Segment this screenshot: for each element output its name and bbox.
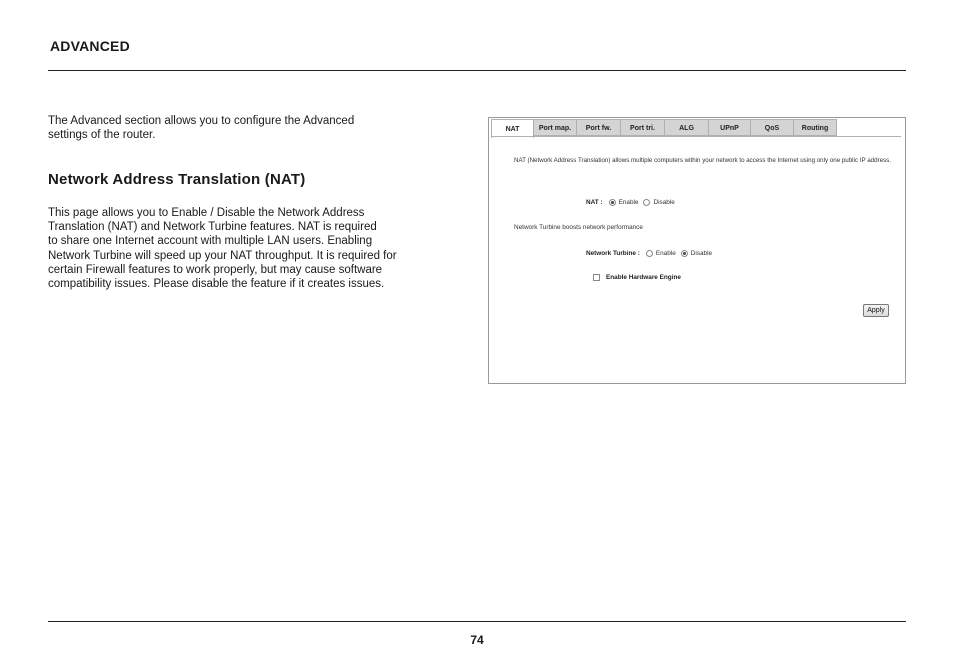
- page-number: 74: [470, 633, 484, 647]
- radio-icon[interactable]: [646, 250, 653, 257]
- turbine-row: [586, 250, 717, 257]
- tab-alg[interactable]: ALG: [665, 119, 709, 136]
- tab-port-fw[interactable]: Port fw.: [577, 119, 621, 136]
- turbine-label: Network Turbine :: [586, 250, 640, 257]
- checkbox-icon[interactable]: [593, 274, 600, 281]
- section-title: ADVANCED: [50, 38, 130, 54]
- hardware-engine-row[interactable]: [593, 274, 681, 281]
- radio-icon[interactable]: [643, 199, 650, 206]
- top-rule: [48, 70, 906, 71]
- bottom-rule: [48, 621, 906, 622]
- nat-row: [586, 199, 680, 206]
- tab-routing[interactable]: Routing: [794, 119, 837, 136]
- body-line: Network Turbine will speed up your NAT throughput. It is required for: [48, 249, 397, 262]
- tab-port-tri[interactable]: Port tri.: [621, 119, 665, 136]
- apply-button[interactable]: Apply: [863, 304, 889, 317]
- radio-selected-icon[interactable]: [609, 199, 616, 206]
- tab-underline: [491, 136, 901, 137]
- nat-description: NAT (Network Address Translation) allows multiple computers within your network to access the Internet using only one public IP address.: [514, 157, 891, 164]
- turbine-disable-option[interactable]: [681, 250, 712, 257]
- body-line: compatibility issues. Please disable the feature if it creates issues.: [48, 278, 385, 291]
- turbine-enable-label: Enable: [655, 250, 676, 257]
- radio-selected-icon[interactable]: [681, 250, 688, 257]
- tab-qos[interactable]: QoS: [751, 119, 794, 136]
- body-line: Translation (NAT) and Network Turbine features. NAT is required: [48, 221, 377, 234]
- nat-label: NAT :: [586, 199, 603, 206]
- tab-port-map[interactable]: Port map.: [534, 119, 577, 136]
- tab-nat[interactable]: NAT: [491, 119, 534, 138]
- hardware-engine-label: Enable Hardware Engine: [606, 274, 681, 281]
- nat-enable-label: Enable: [618, 199, 639, 206]
- turbine-description: Network Turbine boosts network performance: [514, 224, 643, 231]
- nat-enable-option[interactable]: [609, 199, 639, 206]
- body-line: certain Firewall features to work properly, but may cause software: [48, 263, 383, 276]
- turbine-disable-label: Disable: [690, 250, 713, 257]
- nat-disable-option[interactable]: [643, 199, 674, 206]
- body-text: [48, 206, 468, 291]
- tab-upnp[interactable]: UPnP: [709, 119, 751, 136]
- router-screenshot-panel: [488, 117, 906, 384]
- intro-text: The Advanced section allows you to configure the Advanced settings of the router.: [48, 115, 355, 141]
- body-line: to share one Internet account with multiple LAN users. Enabling: [48, 235, 373, 248]
- turbine-enable-option[interactable]: [646, 250, 676, 257]
- nat-disable-label: Disable: [653, 199, 675, 206]
- nat-heading: Network Address Translation (NAT): [48, 171, 306, 188]
- body-line: This page allows you to Enable / Disable the Network Address: [48, 207, 365, 219]
